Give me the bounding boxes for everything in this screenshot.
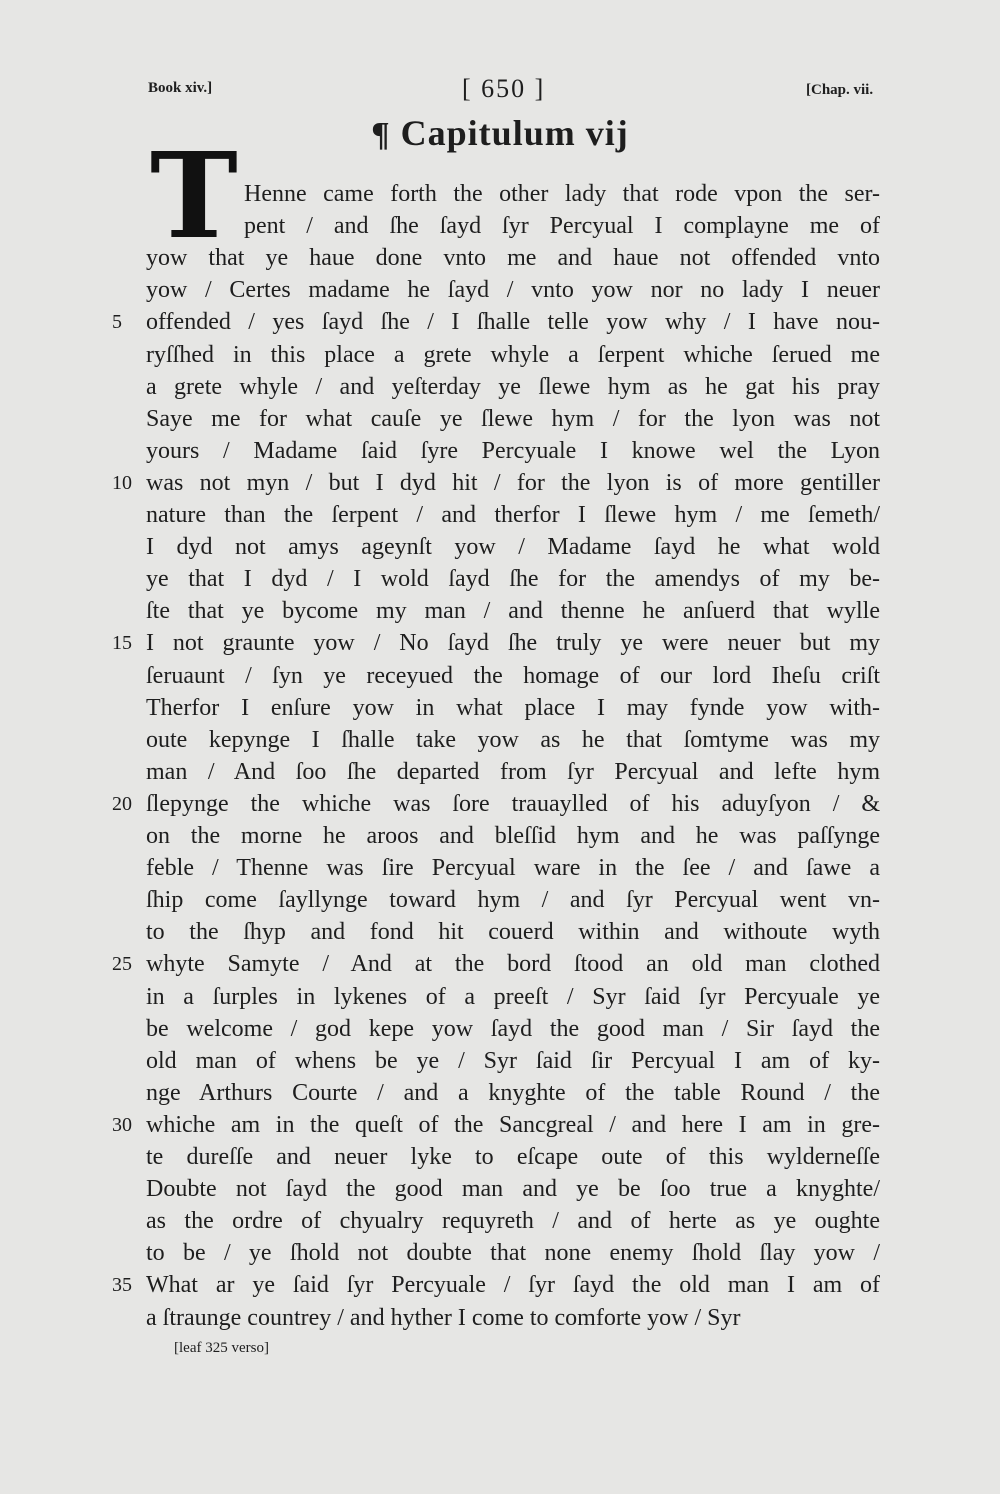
chapter-title: Capitulum vij [400, 113, 629, 153]
page-number: [ 650 ] [462, 74, 546, 103]
drop-cap: T [150, 126, 238, 265]
text-line: oute kepynge I ſhalle take yow as he that ſomtyme was my [146, 727, 880, 753]
text-line: I not graunte yow / No ſayd ſhe truly ye were neuer but my [146, 630, 880, 656]
line-number: 30 [112, 1114, 132, 1136]
text-line: I dyd not amys ageynſt yow / Madame ſayd he what wold [146, 534, 880, 560]
text-line: Henne came forth the other lady that rode vpon the ser- [244, 181, 880, 207]
text-line: yow / Certes madame he ſayd / vnto yow nor no lady I neuer [146, 277, 880, 303]
running-head-book: Book xiv.] [148, 80, 213, 96]
text-line: nge Arthurs Courte / and a knyghte of the table Round / the [146, 1080, 880, 1106]
text-line: be welcome / god kepe yow ſayd the good man / Sir ſayd the [146, 1016, 880, 1042]
text-line: whiche am in the queſt of the Sancgreal / and here I am in gre- [146, 1112, 880, 1138]
text-line: te dureſſe and neuer lyke to eſcape oute of this wylderneſſe [146, 1144, 880, 1170]
running-head-chapter: [Chap. vii. [806, 82, 874, 98]
text-line: man / And ſoo ſhe departed from ſyr Percyual and lefte hym [146, 759, 880, 785]
text-line: yours / Madame ſaid ſyre Percyuale I knowe wel the Lyon [146, 438, 880, 464]
pilcrow-icon: ¶ [371, 116, 391, 153]
line-number: 10 [112, 472, 132, 494]
text-line: in a ſurples in lykenes of a preeſt / Syr ſaid ſyr Percyuale ye [146, 984, 880, 1010]
text-line: Doubte not ſayd the good man and ye be ſoo true a knyghte/ [146, 1176, 880, 1202]
text-line: ye that I dyd / I wold ſayd ſhe for the amendys of my be- [146, 566, 880, 592]
text-line: feble / Thenne was ſire Percyual ware in the ſee / and ſawe a [146, 855, 880, 881]
line-number: 20 [112, 793, 132, 815]
text-line: ſeruaunt / ſyn ye receyued the homage of our lord Iheſu criſt [146, 663, 880, 689]
text-line: a ſtraunge countrey / and hyther I come to comforte yow / Syr [146, 1305, 741, 1331]
text-line: a grete whyle / and yeſterday ye ſlewe hym as he gat his pray [146, 374, 880, 400]
text-line: old man of whens be ye / Syr ſaid ſir Percyual I am of ky- [146, 1048, 880, 1074]
line-number: 15 [112, 632, 132, 654]
text-line: whyte Samyte / And at the bord ſtood an old man clothed [146, 951, 880, 977]
text-line: offended / yes ſayd ſhe / I ſhalle telle yow why / I have nou- [146, 309, 880, 335]
text-line: to be / ye ſhold not doubte that none enemy ſhold ſlay yow / [146, 1240, 880, 1266]
text-line: as the ordre of chyualry requyreth / and of herte as ye oughte [146, 1208, 880, 1234]
text-line: on the morne he aroos and bleſſid hym and he was paſſynge [146, 823, 880, 849]
running-head [0, 74, 1000, 108]
text-line: to the ſhyp and fond hit couerd within and withoute wyth [146, 919, 880, 945]
text-line: ſlepynge the whiche was ſore trauaylled of his aduyſyon / & [146, 791, 880, 817]
text-line: What ar ye ſaid ſyr Percyuale / ſyr ſayd the old man I am of [146, 1272, 880, 1298]
text-line: ſte that ye bycome my man / and thenne he anſuerd that wylle [146, 598, 880, 624]
text-line: ſhip come ſayllynge toward hym / and ſyr Percyual went vn- [146, 887, 880, 913]
line-number: 25 [112, 953, 132, 975]
line-number: 5 [112, 311, 122, 333]
text-line: Saye me for what cauſe ye ſlewe hym / for the lyon was not [146, 406, 880, 432]
text-line: nature than the ſerpent / and therfor I ſlewe hym / me ſemeth/ [146, 502, 880, 528]
line-number: 35 [112, 1274, 132, 1296]
leaf-footnote: [leaf 325 verso] [174, 1340, 269, 1356]
text-line: ryſſhed in this place a grete whyle a ſerpent whiche ſerued me [146, 342, 880, 368]
text-line: Therfor I enſure yow in what place I may fynde yow with- [146, 695, 880, 721]
text-line: was not myn / but I dyd hit / for the lyon is of more gentiller [146, 470, 880, 496]
text-line: pent / and ſhe ſayd ſyr Percyual I complayne me of [244, 213, 880, 239]
text-line: yow that ye haue done vnto me and haue not offended vnto [146, 245, 880, 271]
